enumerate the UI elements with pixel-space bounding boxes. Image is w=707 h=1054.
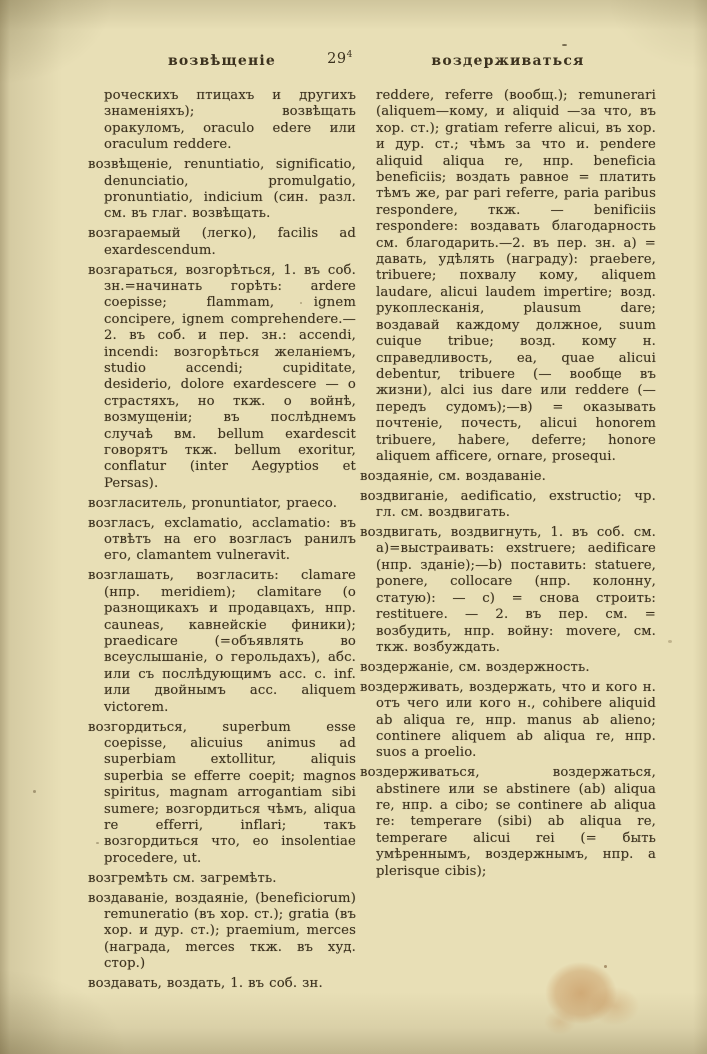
- column-right: [360, 88, 656, 884]
- dictionary-entry: воздаваніе, воздаяніе, (beneficiorum) remuneratio (въ хор. ст.); gratia (въ хор. и дур. ст.); praemium, merces (награда, merces ткж. въ худ. стор.): [88, 890, 356, 972]
- paper-speck: [33, 790, 36, 793]
- dictionary-entry: возвѣщеніе, renuntiatio, significatio, denunciatio, promulgatio, pronuntiatio, indicium (син. разл. см. въ глаг. возвѣщать.: [88, 157, 356, 222]
- dictionary-entry: возгласъ, exclamatio, acclamatio: въ отвѣтъ на его возгласъ ранилъ его, clamantem vulneravit.: [88, 515, 356, 564]
- page-signature: 4: [346, 50, 353, 60]
- dictionary-entry: возглашать, возгласить: clamare (нпр. meridiem); clamitare (о разнощикахъ и продавцахъ, нпр. cauneas, кавнейскіе финики); praedicare (=объявлять во всеуслышаніе, о герольдахъ), абс. или съ послѣдующимъ acc. c. inf. или двойнымъ acc. aliquem victorem.: [88, 568, 356, 715]
- column-left: [88, 88, 356, 996]
- dictionary-entry: возгараемый (легко), facilis ad exardescendum.: [88, 226, 356, 258]
- dictionary-entry: воздерживаться, воздержаться, abstinere или se abstinere (ab) aliqua re, нпр. a cibo; se continere ab aliqua re: temperare (sibi) ab aliqua re, temperare alicui rei (= быть умѣреннымъ, воздержнымъ, нпр. a plerisque cibis);: [360, 765, 656, 879]
- entry-continuation: reddere, referre (вообщ.); remunerari (aliquem—кому, и aliquid —за что, въ хор. ст.); gratiam referre alicui, въ хор. и дур. ст.; чѣмъ за что и. pendere aliquid aliqua re, нпр. beneficia beneficiis; воздать равное = платить тѣмъ же, par pari referre, paria paribus respondere, ткж. — benificiis respondere: воздавать благодарность см. благодарить.—2. въ пер. зн. а) = давать, удѣлять (награду): praebere, tribuere; похвалу кому, aliquem laudare, alicui laudem impertire; возд. рукоплесканія, plausum dare; воздавай каждому должное, suum cuique tribue; возд. кому н. справедливость, ea, quae alicui debentur, tribuere (— вообще въ жизни), alci ius dare или reddere (—передъ судомъ);—в) = оказывать почтеніе, почесть, alicui honorem tribuere, habere, deferre; honore aliquem afficere, ornare, prosequi.: [376, 88, 656, 464]
- dictionary-entry: воздвиганіе, aedificatio, exstructio; чр. гл. см. воздвигать.: [360, 488, 656, 521]
- dictionary-entry: воздержаніе, см. воздержность.: [360, 659, 590, 675]
- dictionary-entry: возгордиться, superbum esse coepisse, alicuius animus ad superbiam extollitur, aliquis superbia se efferre coepit; magnos spiritus, magnam arrogantiam sibi sumere; возгордиться чѣмъ, aliqua re efferri, inflari; такъ возгордиться что, eo insolentiae procedere, ut.: [88, 719, 356, 866]
- dictionary-entry: воздвигать, воздвигнуть, 1. въ соб. см. а)=выстраивать: exstruere; aedificare (нпр. зданіе);—b) поставить: statuere, ponere, collocare (нпр. колонну, статую): — c) = снова строить: restituere. — 2. въ пер. см. = возбудить, нпр. войну: movere, см. ткж. возбуждать.: [360, 525, 656, 655]
- dictionary-entry: воздерживать, воздержать, что и кого н. отъ чего или кого н., cohibere aliquid ab aliqua re, нпр. manus ab alieno; continere aliquem ab aliqua re, нпр. suos a proelio.: [360, 679, 656, 761]
- running-head-right: воздерживаться: [431, 53, 585, 69]
- dictionary-entry: возгремѣть см. загремѣть.: [88, 870, 277, 886]
- entry-continuation: роческихъ птицахъ и другихъ знаменіяхъ); возвѣщать оракуломъ, oraculo edere или oraculum reddere.: [104, 88, 356, 153]
- dictionary-entry: возгласитель, pronuntiator, praeco.: [88, 495, 338, 511]
- paper-speck: [562, 44, 567, 46]
- dictionary-entry: возгараться, возгорѣться, 1. въ соб. зн.=начинать горѣть: ardere coepisse; flammam, ignem concipere, ignem comprehendere.—2. въ соб. и пер. зн.: accendi, incendi: возгорѣться желаніемъ, studio accendi; cupiditate, desiderio, dolore exardescere — о страстяхъ, но ткж. о войнѣ, возмущеніи; въ послѣднемъ случаѣ вм. bellum exardescit говорятъ ткж. bellum exoritur, conflatur (inter Aegyptios et Persas).: [88, 262, 356, 491]
- page-number-value: 29: [327, 50, 347, 67]
- paper-speck: [668, 640, 672, 643]
- dictionary-entry: воздавать, воздать, 1. въ соб. зн.: [88, 976, 323, 992]
- running-head-left: возвѣщеніе: [167, 53, 277, 69]
- dictionary-entry: воздаяніе, см. воздаваніе.: [360, 468, 547, 484]
- paper-speck: [604, 965, 607, 968]
